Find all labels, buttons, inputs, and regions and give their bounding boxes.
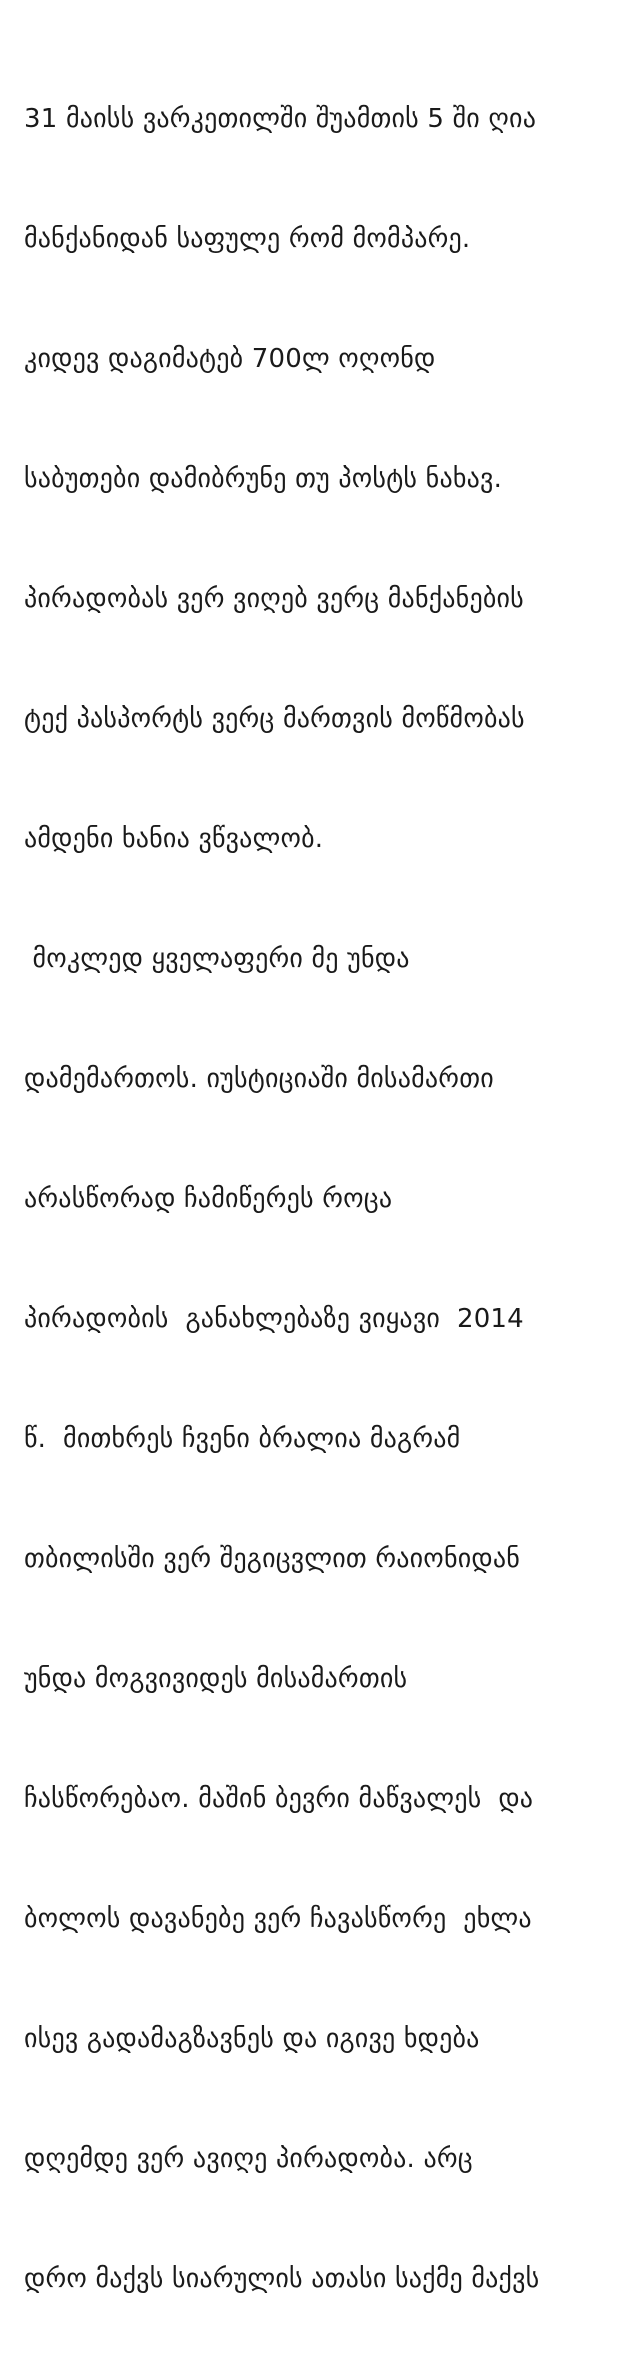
text-line: ჩასწორებაო. მაშინ ბევრი მაწვალეს და (24, 1784, 534, 1814)
text-line: თბილისში ვერ შეგიცვლით რაიონიდან (24, 1544, 521, 1574)
text-line: მოკლედ ყველაფერი მე უნდა (24, 944, 410, 974)
text-line: დღემდე ვერ ავიღე პირადობა. არც (24, 2144, 473, 2174)
text-line: პირადობას ვერ ვიღებ ვერც მანქანების (24, 584, 524, 614)
text-line: დრო მაქვს სიარულის ათასი საქმე მაქვს (24, 2264, 540, 2294)
text-line: მანქანიდან საფულე რომ მომპარე. (24, 224, 471, 254)
text-line: 31 მაისს ვარკეთილში შუამთის 5 ში ღია (24, 104, 537, 134)
text-line: კიდევ დაგიმატებ 700ლ ოღონდ (24, 344, 436, 374)
text-line: უნდა მოგვივიდეს მისამართის (24, 1664, 408, 1694)
text-line: წ. მითხრეს ჩვენი ბრალია მაგრამ (24, 1424, 461, 1454)
post-body-text (24, 19, 634, 2379)
text-line: ამდენი ხანია ვწვალობ. (24, 824, 324, 854)
text-line: ტექ პასპორტს ვერც მართვის მოწმობას (24, 704, 525, 734)
text-line: პირადობის განახლებაზე ვიყავი 2014 (24, 1304, 524, 1334)
text-line: ისევ გადამაგზავნეს და იგივე ხდება (24, 2024, 480, 2054)
text-line: საბუთები დამიბრუნე თუ პოსტს ნახავ. (24, 464, 503, 494)
text-line: დამემართოს. იუსტიციაში მისამართი (24, 1064, 494, 1094)
text-line: არასწორად ჩამიწერეს როცა (24, 1184, 393, 1214)
text-line: ბოლოს დავანებე ვერ ჩავასწორე ეხლა (24, 1904, 532, 1934)
